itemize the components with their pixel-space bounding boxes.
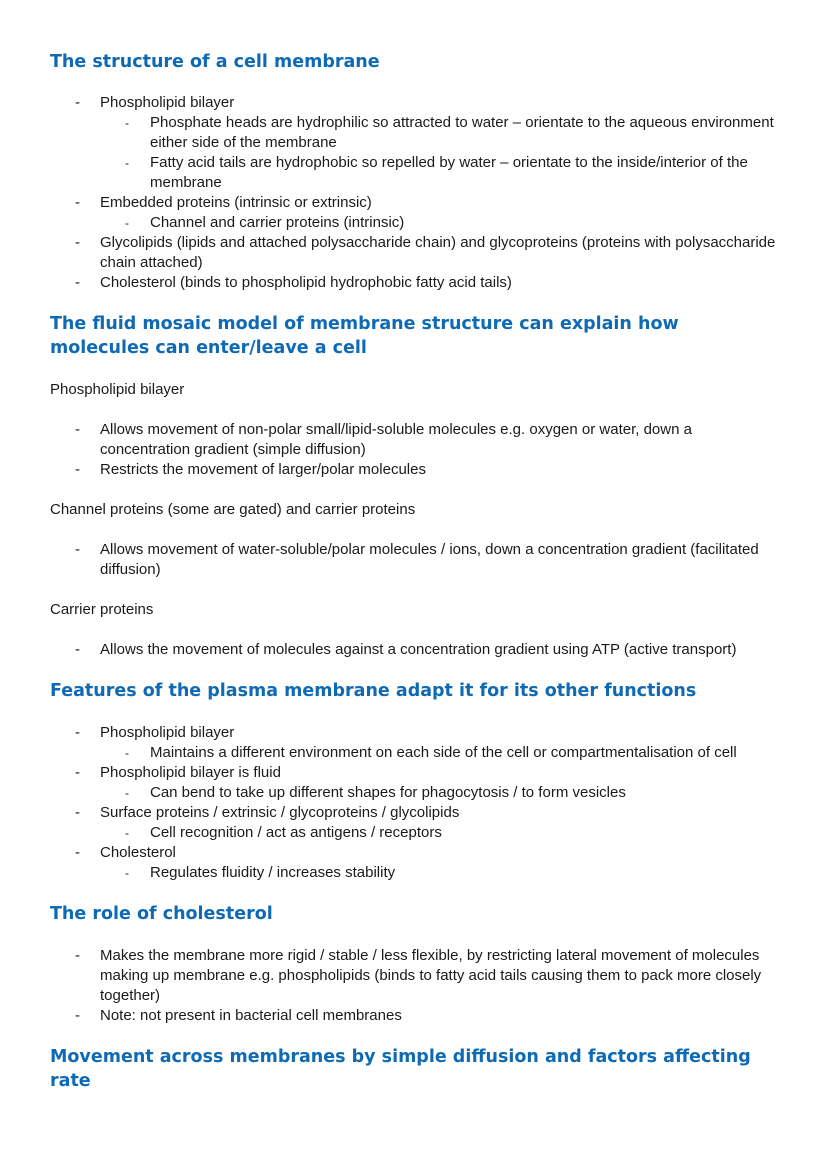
sub-list-item: - Phosphate heads are hydrophilic so attracted to water – orientate to the aqueous environment either side of the membrane (100, 113, 778, 153)
sub-list-item: - Fatty acid tails are hydrophobic so repelled by water – orientate to the inside/interior of the membrane (100, 153, 778, 193)
sub-list-item: - Channel and carrier proteins (intrinsic) (100, 213, 778, 233)
list-item (50, 763, 778, 803)
list-item-text: Glycolipids (lipids and attached polysaccharide chain) and glycoproteins (proteins with polysaccharide chain attached) (100, 234, 776, 271)
sub-bullet-list (100, 213, 778, 233)
list-item: - Makes the membrane more rigid / stable / less flexible, by restricting lateral movement of molecules making up membrane e.g. phospholipids (binds to fatty acid tails causing them to pack more closely together) (50, 946, 778, 1006)
section-cell-membrane-structure (50, 50, 778, 293)
bullet-list (50, 420, 778, 480)
bullet-list (50, 540, 778, 580)
list-item (50, 93, 778, 193)
list-item: - Allows the movement of molecules against a concentration gradient using ATP (active transport) (50, 640, 778, 660)
list-item-text: Phospholipid bilayer (100, 94, 235, 111)
bullet-list (50, 723, 778, 883)
group-label: Phospholipid bilayer (50, 381, 185, 398)
list-item (50, 723, 778, 763)
bullet-list (50, 640, 778, 660)
section-heading: The structure of a cell membrane (50, 52, 380, 72)
list-item-text: Embedded proteins (intrinsic or extrinsic) (100, 194, 372, 211)
spacer (50, 580, 778, 600)
list-item: - Allows movement of water-soluble/polar molecules / ions, down a concentration gradient (facilitated diffusion) (50, 540, 778, 580)
sub-list-item: - Maintains a different environment on each side of the cell or compartmentalisation of cell (100, 743, 778, 763)
list-item (50, 193, 778, 233)
list-item-text: Surface proteins / extrinsic / glycoproteins / glycolipids (100, 804, 460, 821)
section-heading: Features of the plasma membrane adapt it for its other functions (50, 681, 697, 701)
bullet-list (50, 946, 778, 1026)
list-item: - Allows movement of non-polar small/lipid-soluble molecules e.g. oxygen or water, down a concentration gradient (simple diffusion) (50, 420, 778, 460)
section-simple-diffusion (50, 1045, 778, 1093)
list-item (50, 273, 778, 293)
list-item: - Restricts the movement of larger/polar molecules (50, 460, 778, 480)
section-role-of-cholesterol (50, 902, 778, 1026)
list-item-text: Cholesterol (binds to phospholipid hydrophobic fatty acid tails) (100, 274, 512, 291)
list-item-text: Cholesterol (100, 844, 176, 861)
sub-list-item: - Cell recognition / act as antigens / receptors (100, 823, 778, 843)
section-heading: The role of cholesterol (50, 904, 273, 924)
sub-bullet-list (100, 823, 778, 843)
sub-list-item: - Can bend to take up different shapes for phagocytosis / to form vesicles (100, 783, 778, 803)
list-item-text: Phospholipid bilayer (100, 724, 235, 741)
list-item (50, 233, 778, 273)
group-label: Channel proteins (some are gated) and carrier proteins (50, 501, 416, 518)
list-item: - Note: not present in bacterial cell membranes (50, 1006, 778, 1026)
sub-bullet-list (100, 783, 778, 803)
list-item (50, 803, 778, 843)
sub-bullet-list (100, 863, 778, 883)
list-item (50, 843, 778, 883)
bullet-list (50, 93, 778, 293)
sub-bullet-list (100, 113, 778, 193)
sub-bullet-list (100, 743, 778, 763)
sub-list-item: - Regulates fluidity / increases stability (100, 863, 778, 883)
section-fluid-mosaic-model (50, 312, 778, 660)
section-heading: The fluid mosaic model of membrane structure can explain how molecules can enter/leave a cell (50, 314, 679, 358)
group-label: Carrier proteins (50, 601, 154, 618)
section-plasma-membrane-features (50, 679, 778, 883)
section-heading: Movement across membranes by simple diffusion and factors affecting rate (50, 1047, 751, 1091)
spacer (50, 480, 778, 500)
list-item-text: Phospholipid bilayer is fluid (100, 764, 281, 781)
